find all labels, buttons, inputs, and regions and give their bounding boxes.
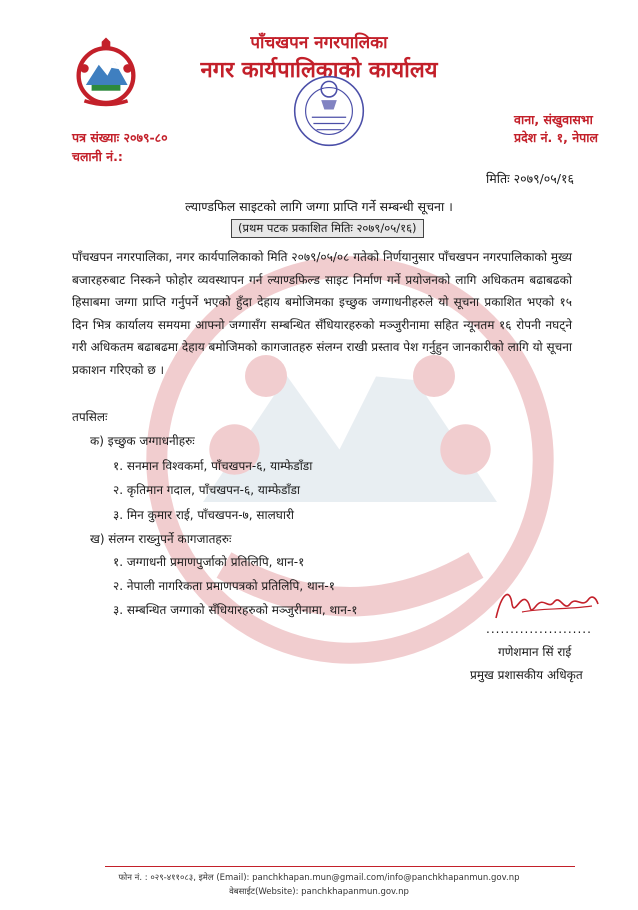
details-heading: तपसिलः (72, 410, 108, 424)
notice-subtitle: (प्रथम पटक प्रकाशित मितिः २०७९/०५/१६) (231, 219, 424, 238)
list-item: १. सनमान विश्वकर्मा, पाँचखपन-६, याम्फेडाँडा (113, 459, 313, 473)
notice-title: ल्याण्डफिल साइटको लागि जग्गा प्राप्ति गर्ने सम्बन्धी सूचना । (185, 199, 453, 214)
office-location: वाना, संखुवासभा (514, 112, 593, 127)
section-a-heading: क) इच्छुक जग्गाधनीहरुः (90, 434, 195, 448)
signature-line: ...................... (486, 622, 592, 636)
footer-website: वेबसाईट(Website): panchkhapanmun.gov.np (229, 887, 409, 897)
office-seal-stamp (290, 72, 368, 150)
footer-divider (105, 866, 575, 867)
office-name: नगर कार्यपालिकाको कार्यालय (200, 58, 438, 83)
list-item: २. कृतिमान गदाल, पाँचखपन-६, याम्फेडाँडा (113, 483, 301, 497)
notice-date: मितिः २०७९/०५/१६ (486, 171, 574, 186)
list-item: १. जग्गाधनी प्रमाणपुर्जाको प्रतिलिपि, थान-१ (113, 555, 305, 569)
list-item: ३. सम्बन्धित जग्गाको सँधियारहरुको मञ्जुरीनामा, थान-१ (113, 603, 358, 617)
letter-number: पत्र संख्याः २०७९-८० (72, 130, 168, 145)
signatory-designation: प्रमुख प्रशासकीय अधिकृत (470, 668, 583, 682)
municipality-name: पाँचखपन नगरपालिका (250, 33, 388, 53)
section-b-heading: ख) संलग्न राख्नुपर्ने कागजातहरुः (90, 532, 232, 546)
signature (492, 582, 602, 626)
province-label: प्रदेश नं. १, नेपाल (514, 130, 598, 145)
signatory-name: गणेशमान सिं राई (498, 645, 572, 659)
notice-body: पाँचखपन नगरपालिका, नगर कार्यपालिकाको मिति २०७९/०५/०८ गतेको निर्णयानुसार पाँचखपन नगरपालिकाको मुख्य बजारहरुबाट निस्कने फोहोर व्यवस्थापन गर्न ल्याण्डफिल्ड साइट निर्माण गर्ने प्रयोजनको लागि अधिकतम बढाबढको हिसाबमा जग्गा प्राप्ति गर्नुपर्ने भएको हुँदा देहाय बमोजिमका इच्छुक जग्गाधनीहरुले यो सूचना प्रकाशित भएको १५ दिन भित्र कार्यालय समयमा आफ्नो जग्गासँग सम्बन्धित सँधियारहरुको मञ्जुरीनामा सहित न्यूनतम १६ रोपनी नघट्ने गरी अधिकतम बढाबढमा देहाय बमोजिमको कागजातहरु संलग्न राखी प्रस्ताव पेश गर्नुहुन जानकारीको लागि यो सूचना प्रकाशन गरिएको छ । (72, 250, 572, 377)
dispatch-number: चलानी नं.: (72, 149, 123, 164)
footer-contact: फोन नं. : ०२९-४११०८३, इमेल (Email): panchkhapan.mun@gmail.com/info@panchkhapanmun.gov.np (118, 873, 520, 883)
list-item: २. नेपाली नागरिकता प्रमाणपत्रको प्रतिलिपि, थान-१ (113, 579, 335, 593)
list-item: ३. मिन कुमार राई, पाँचखपन-७, सालघारी (113, 508, 294, 522)
